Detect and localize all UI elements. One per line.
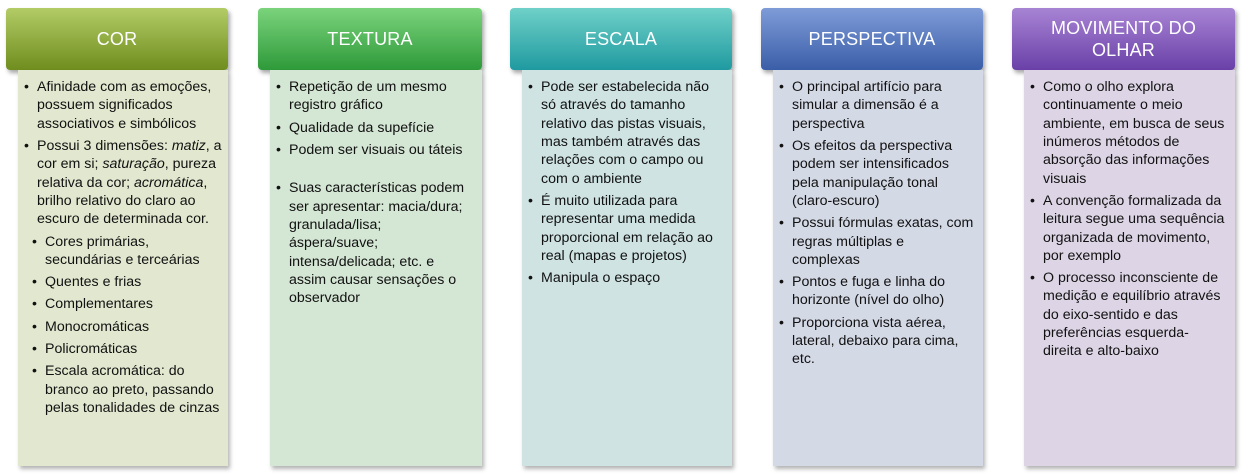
item-text: Possui fórmulas exatas, com regras múltiplas e complexas bbox=[792, 215, 974, 268]
body-cor bbox=[18, 70, 228, 466]
list-item bbox=[276, 119, 474, 137]
sub-list-item bbox=[32, 340, 224, 358]
list-item bbox=[528, 78, 724, 188]
emphasized-term: matiz bbox=[171, 137, 206, 154]
list-item bbox=[528, 269, 724, 287]
header-perspectiva: PERSPECTIVA bbox=[761, 8, 983, 70]
list-item bbox=[24, 137, 224, 229]
list-item bbox=[276, 78, 474, 115]
list-perspectiva bbox=[779, 78, 975, 369]
item-text: Pode ser estabelecida não só através do tamanho relativo das pistas visuais, mas também através das relações com o campo ou com o ambiente bbox=[541, 79, 710, 187]
item-text: Complementares bbox=[45, 296, 154, 313]
list-item bbox=[779, 214, 975, 269]
sub-list-item bbox=[32, 295, 224, 313]
item-text: Escala acromática: do branco ao preto, passando pelas tonalidades de cinzas bbox=[45, 363, 220, 416]
list-item bbox=[1030, 78, 1227, 188]
list-item bbox=[779, 137, 975, 210]
item-text: Afinidade com as emoções, possuem significados associativos e simbólicos bbox=[37, 79, 212, 132]
list-item bbox=[779, 273, 975, 310]
item-text: , a cor em si; bbox=[37, 137, 222, 173]
item-text: Suas características podem ser apresentar: macia/dura; granulada/lisa; áspera/suave; intensa/delicada; etc. e assim causar sensações o observador bbox=[289, 180, 465, 307]
item-text: Quentes e frias bbox=[45, 274, 142, 291]
header-escala: ESCALA bbox=[510, 8, 732, 70]
list-movimento-do-olhar bbox=[1030, 78, 1227, 361]
item-text: A convenção formalizada da leitura segue uma sequência organizada de movimento, por exemplo bbox=[1043, 192, 1225, 264]
list-cor bbox=[24, 78, 224, 417]
item-text: Monocromáticas bbox=[45, 318, 150, 335]
body-escala bbox=[522, 70, 732, 466]
emphasized-term: saturação bbox=[102, 156, 165, 173]
sub-list-item bbox=[32, 362, 224, 417]
list-item bbox=[528, 192, 724, 265]
body-perspectiva bbox=[773, 70, 983, 466]
header-textura: TEXTURA bbox=[258, 8, 482, 70]
header-cor: COR bbox=[6, 8, 228, 70]
item-text: O principal artifício para simular a dimensão é a perspectiva bbox=[792, 79, 942, 132]
item-text: Possui 3 dimensões: bbox=[37, 137, 172, 154]
item-text: Policromáticas bbox=[45, 341, 138, 358]
list-escala bbox=[528, 78, 724, 287]
item-text: Proporciona vista aérea, lateral, debaixo para cima, etc. bbox=[792, 314, 959, 368]
list-textura bbox=[276, 78, 474, 307]
item-text: Os efeitos da perspectiva podem ser intensificados pela manipulação tonal (claro-escuro) bbox=[792, 137, 953, 209]
item-text: , pureza relativa da cor; bbox=[37, 156, 217, 191]
header-movimento-do-olhar: MOVIMENTO DO OLHAR bbox=[1012, 8, 1235, 70]
sub-list-item bbox=[32, 233, 224, 270]
list-item bbox=[779, 78, 975, 133]
list-item bbox=[779, 314, 975, 369]
list-item bbox=[1030, 192, 1227, 265]
item-text: É muito utilizada para representar uma medida proporcional em relação ao real (mapas e projetos) bbox=[541, 192, 713, 264]
list-item bbox=[276, 179, 474, 307]
sub-list-item bbox=[32, 318, 224, 336]
item-text: , brilho relativo do claro ao escuro de determinada cor. bbox=[37, 174, 209, 228]
item-text: Podem ser visuais ou táteis bbox=[289, 141, 463, 158]
emphasized-term: acromática bbox=[134, 174, 204, 191]
item-text: Manipula o espaço bbox=[541, 270, 661, 287]
item-text: Qualidade da supefície bbox=[289, 119, 435, 136]
sub-list-item bbox=[32, 273, 224, 291]
body-textura bbox=[270, 70, 482, 466]
item-text: Como o olho explora continuamente o meio ambiente, em busca de seus inúmeros métodos de absorção das informações visuais bbox=[1043, 79, 1225, 187]
item-text: Pontos e fuga e linha do horizonte (nível do olho) bbox=[792, 274, 946, 309]
item-text: Repetição de um mesmo registro gráfico bbox=[289, 79, 447, 114]
item-text: O processo inconsciente de medição e equilíbrio através do eixo-sentido e das preferências esquerda-direita e alto-baixo bbox=[1043, 270, 1221, 360]
list-item bbox=[276, 141, 474, 159]
list-item bbox=[24, 78, 224, 133]
body-movimento-do-olhar bbox=[1024, 70, 1235, 466]
list-item bbox=[1030, 269, 1227, 361]
item-text: Cores primárias, secundárias e terceárias bbox=[45, 233, 200, 268]
